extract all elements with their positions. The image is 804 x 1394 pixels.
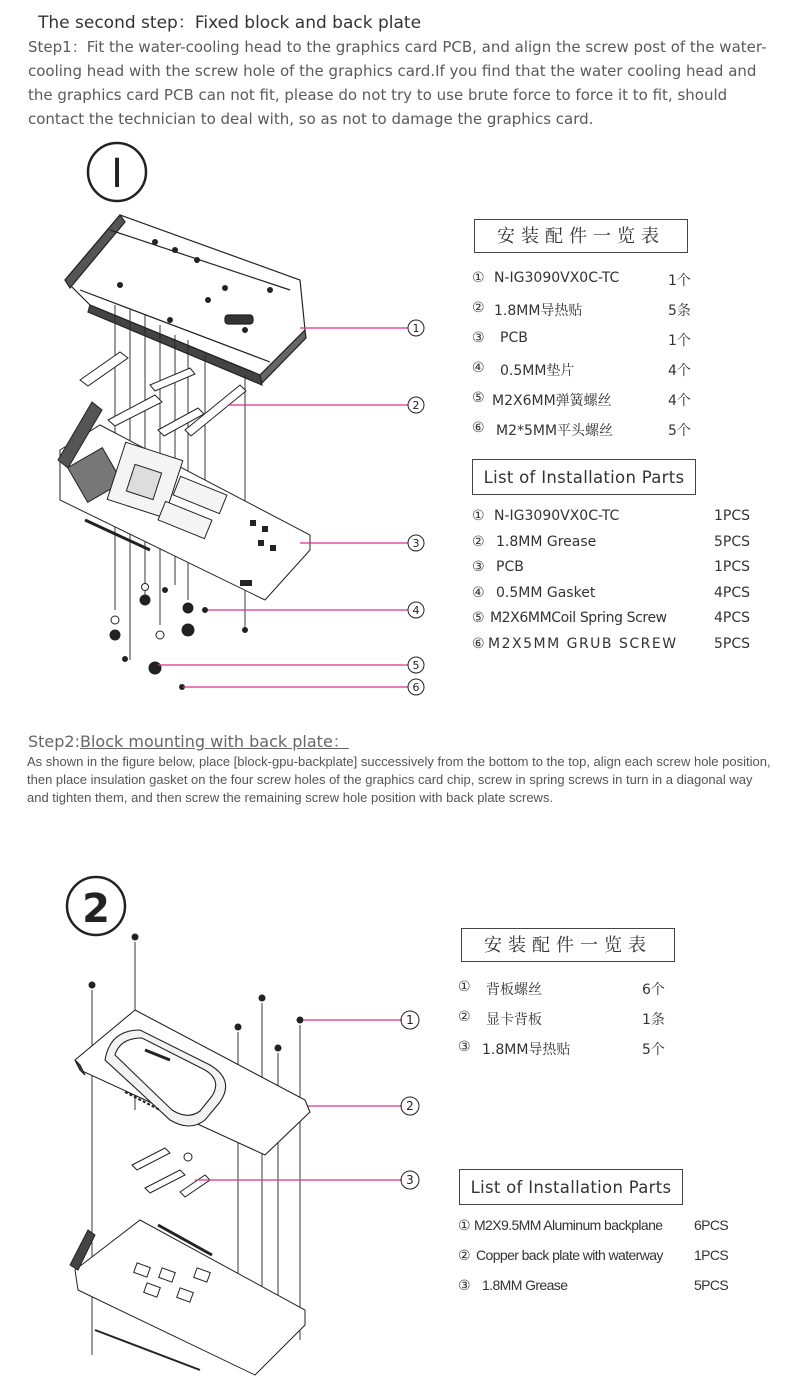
step2-instructions: As shown in the figure below, place [block-gpu-backplate] successively from the bottom to the top, align each screw hole position, then place insulation gasket on the four screw holes of the graphics card chip, screw in spring screws in turn in a diagonal way and tighten them, and then screw the remaining screw hole position with back plate screws. [27,754,771,805]
list-item: ③ PCB 1个 [472,330,691,349]
list-item: ② 1.8MM导热贴 5条 [472,300,691,319]
figure2-cn-parts-title: 安装配件一览表 [461,928,675,962]
list-item: ① N-IG3090VX0C-TC 1PCS [472,508,751,524]
list-item: ⑥ M2*5MM平头螺丝 5个 [472,420,691,439]
figure2-exploded-diagram [0,870,440,1394]
list-item: ② 显卡背板 1条 [458,1009,665,1028]
list-item: ⑤ M2X6MM弹簧螺丝 4个 [472,390,691,409]
graphics-card-illustration [70,1220,305,1375]
figure1-en-parts-title: List of Installation Parts [472,459,696,495]
callout-3: 3 [412,537,420,550]
list-item: ② Copper back plate with waterway 1PCS [458,1247,729,1263]
list-item: ③ PCB 1PCS [472,559,751,575]
figure2-callout-2: 2 [406,1099,414,1113]
list-item: ⑤ M2X6MMCoil Spring Screw 4PCS [472,610,751,626]
list-item: ② 1.8MM Grease 5PCS [472,533,751,550]
list-item: ⑥ M2X5MM GRUB SCREW 5PCS [472,635,751,652]
list-item: ① N-IG3090VX0C-TC 1个 [472,270,691,289]
callout-2: 2 [412,399,420,412]
figure1-cn-parts-list [472,270,732,450]
section-title: The second step：Fixed block and back plate [38,13,422,33]
step1-instructions: Step1：Fit the water-cooling head to the graphics card PCB, and align the screw post of the water-cooling head with the screw hole of the graphics card.If you find that the water cooling head and the graphics card PCB can not fit, please do not try to use brute force to force it to fit, should contact the technician to deal with, so as not to damage the graphics card. [28,38,767,128]
pcb-illustration [58,402,310,600]
backplate-illustration [75,1010,310,1155]
callout-6: 6 [412,681,420,694]
water-block-illustration [65,215,306,385]
list-item: ③ 1.8MM导热贴 5个 [458,1039,665,1058]
list-item: ④ 0.5MM Gasket 4PCS [472,584,751,601]
step2-label: Step2: [28,732,80,751]
figure2-thermal-pads [132,1148,210,1197]
list-item: ④ 0.5MM垫片 4个 [472,360,691,379]
figure2-cn-parts-list [458,979,698,1069]
figure2-en-parts-list [458,1217,758,1307]
callout-4: 4 [412,604,420,617]
list-item: ③ 1.8MM Grease 5PCS [458,1277,729,1293]
figure1-en-parts-list [472,508,772,661]
figure2-callout-3: 3 [406,1173,414,1187]
screws-and-springs [110,584,248,690]
step2-title-link[interactable]: Block mounting with back plate： [80,732,349,751]
list-item: ① M2X9.5MM Aluminum backplane 6PCS [458,1217,729,1233]
callout-1: 1 [412,322,420,335]
figure1-cn-parts-title: 安装配件一览表 [474,219,688,253]
figure2-badge-numeral: 2 [82,886,110,932]
figure1-badge-numeral: Ⅰ [111,151,123,197]
step2-heading [28,729,349,752]
figure2-en-parts-title: List of Installation Parts [459,1169,683,1205]
list-item: ① 背板螺丝 6个 [458,979,665,998]
callout-5: 5 [412,659,420,672]
figure2-callout-1: 1 [406,1013,414,1027]
figure1-exploded-diagram [0,130,440,710]
